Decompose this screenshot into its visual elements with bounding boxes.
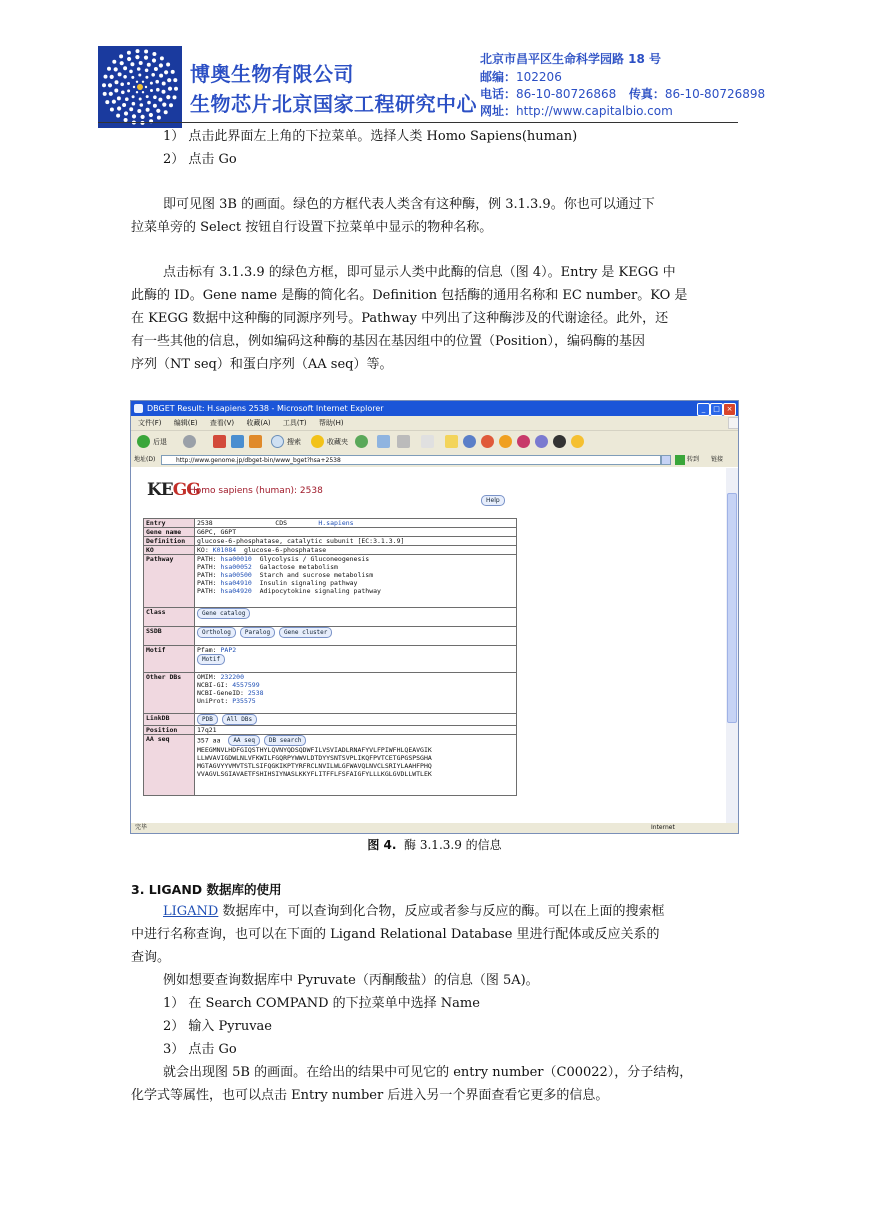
- url-dropdown-icon[interactable]: [661, 455, 671, 465]
- address-label: 地址(D): [134, 456, 156, 463]
- ncbi-geneid-label: NCBI-GeneID:: [197, 689, 244, 697]
- logo-dot: [105, 100, 109, 104]
- gene-catalog-button[interactable]: Gene catalog: [197, 608, 250, 619]
- logo-dot: [149, 113, 153, 117]
- menu-file[interactable]: 文件(F): [138, 419, 162, 427]
- linkdb-label: LinkDB: [144, 714, 195, 726]
- para3-line3: 查询。: [131, 950, 171, 965]
- entry-value: 2538: [197, 519, 213, 527]
- ligand-link[interactable]: LIGAND: [163, 904, 219, 919]
- motif-button[interactable]: Motif: [197, 654, 225, 665]
- menu-edit[interactable]: 编辑(E): [173, 419, 198, 427]
- para3-line1: [163, 901, 664, 924]
- ko-label: KO: [144, 546, 195, 555]
- logo-dot: [123, 66, 127, 70]
- logo-dot: [144, 56, 148, 60]
- phone-line: [480, 85, 765, 102]
- para1-line2: 拉菜单旁的 Select 按钮自行设置下拉菜单中显示的物种名称。: [131, 220, 493, 235]
- mail-icon[interactable]: [377, 435, 390, 448]
- para2-line1: 点击标有 3.1.3.9 的绿色方框，即可显示人类中此酶的信息（图 4）。Entry 是 KEGG 中: [163, 265, 676, 280]
- web-link[interactable]: http://www.capitalbio.com: [516, 104, 673, 118]
- home-icon[interactable]: [249, 435, 262, 448]
- logo-dot: [142, 91, 144, 93]
- windows-flag-icon: [728, 417, 739, 429]
- header-divider: [98, 122, 738, 123]
- aa-seq-line: LLWVAVIGDWLNLVFKWILFGQRPYWWVLDTDYYSNTSVPLIKQFPVTCETGPGSPSGHA: [197, 754, 432, 762]
- logo-dot: [124, 111, 128, 115]
- page-content: [131, 468, 726, 823]
- logo-dot: [102, 83, 106, 87]
- logo-dot: [132, 95, 135, 98]
- logo-dot: [168, 87, 172, 91]
- para5-line1: 就会出现图 5B 的画面。在给出的结果中可见它的 entry number（C00022），分子结构，: [163, 1065, 693, 1080]
- aa-seq-line: MEEGMNVLHDFGIQSTHYLQVNYQDSQDWFILVSVIADLRNAFYVLFPIWFHLQEAVGIK: [197, 746, 432, 754]
- logo-dot: [153, 104, 157, 108]
- entry-type: CDS: [275, 519, 288, 527]
- messenger-icon[interactable]: [463, 435, 476, 448]
- logo-dot: [159, 74, 163, 78]
- ssdb-label: SSDB: [144, 627, 195, 646]
- logo-dot: [117, 106, 121, 110]
- para2-line3: 在 KEGG 数据中这种酶的同源序列号。Pathway 中列出了这种酶涉及的代谢途径。此外，还: [131, 311, 669, 326]
- table-row: [144, 714, 517, 726]
- logo-dot: [156, 109, 160, 113]
- pathway-id-link[interactable]: hsa04910: [220, 579, 252, 587]
- refresh-icon[interactable]: [231, 435, 244, 448]
- qq-icon[interactable]: [499, 435, 512, 448]
- penguin-icon[interactable]: [553, 435, 566, 448]
- ko-name: glucose-6-phosphatase: [243, 546, 327, 554]
- logo-dot: [145, 86, 147, 88]
- logo-dot: [166, 63, 170, 67]
- table-row: [144, 555, 517, 608]
- stop-icon[interactable]: [213, 435, 226, 448]
- pathway-item: [197, 579, 514, 587]
- logo-dot: [145, 76, 148, 79]
- db-search-button[interactable]: DB search: [264, 735, 307, 746]
- logo-dot: [122, 103, 126, 107]
- links-label[interactable]: 链接: [711, 456, 724, 463]
- logo-dot: [167, 78, 171, 82]
- logo-dot: [115, 80, 119, 84]
- aa-seq-line: VVAGVLSGIAVAETFSHIHSIYNASLKKYFLITFFLFSFAIGFYLLLKGLGVDLLWTLEK: [197, 770, 432, 778]
- table-row: [144, 528, 517, 537]
- tool-icon[interactable]: [535, 435, 548, 448]
- fax-label: 传真：: [628, 87, 665, 101]
- logo-dot: [139, 61, 143, 65]
- logo-dot: [154, 67, 158, 71]
- para3-line2: 中进行名称查询，也可以在下面的 Ligand Relational Database 里进行配体或反应关系的: [131, 927, 660, 942]
- logo-dot: [141, 115, 145, 119]
- menu-help[interactable]: 帮助(H): [318, 419, 344, 427]
- logo-dot: [120, 83, 124, 87]
- logo-dot: [147, 63, 151, 67]
- maximize-button[interactable]: □: [710, 403, 723, 416]
- emoji-icon[interactable]: [571, 435, 584, 448]
- pathway-id-link[interactable]: hsa00500: [220, 571, 252, 579]
- other-dbs-label: Other DBs: [144, 673, 195, 714]
- gene-cluster-button[interactable]: Gene cluster: [279, 627, 332, 638]
- logo-dot: [110, 75, 114, 79]
- pathway-prefix: PATH:: [197, 571, 217, 579]
- step-2: 2） 点击 Go: [163, 152, 237, 167]
- logo-dot: [164, 70, 168, 74]
- logo-dot: [169, 103, 173, 107]
- logo-dot: [120, 61, 124, 65]
- table-row: [144, 537, 517, 546]
- vertical-scrollbar[interactable]: [726, 468, 738, 823]
- logo-dot: [136, 81, 138, 83]
- logo-dot: [174, 87, 178, 91]
- entry-table: [143, 518, 517, 796]
- paralog-button[interactable]: Paralog: [240, 627, 275, 638]
- uniprot-link[interactable]: P35575: [232, 697, 256, 705]
- logo-dot: [150, 82, 153, 85]
- forward-icon[interactable]: [183, 435, 196, 448]
- logo-dot: [156, 88, 160, 92]
- pathway-item: [197, 555, 514, 563]
- position-label: Position: [144, 726, 195, 735]
- kegg-logo-gg: GG: [172, 480, 200, 500]
- aa-seq-line: MGTAGVYYVMVTSTLSIFQGKIKPTYRFRCLNVILWLGFWAVQLNVCLSRIYLAAHFPHQ: [197, 762, 432, 770]
- ko-prefix: KO:: [197, 546, 209, 554]
- table-row: [144, 519, 517, 528]
- logo-dot: [138, 74, 141, 77]
- section-title: 3. LIGAND 数据库的使用: [131, 882, 282, 897]
- go-button[interactable]: 转到: [687, 456, 700, 463]
- search-label[interactable]: 搜索: [287, 438, 301, 446]
- logo-dot: [136, 91, 138, 93]
- logo-dot: [137, 67, 141, 71]
- logo-dot: [123, 75, 127, 79]
- back-icon[interactable]: [137, 435, 150, 448]
- window-titlebar: [131, 401, 738, 416]
- para2-line5: 序列（NT seq）和蛋白序列（AA seq）等。: [131, 357, 393, 372]
- postcode-label: 邮编：: [480, 70, 517, 84]
- logo-dot: [171, 70, 175, 74]
- pathway-item: [197, 563, 514, 571]
- kegg-logo-ke: KE: [147, 480, 173, 500]
- para2-line2: 此酶的 ID。Gene name 是酶的简化名。Definition 包括酶的通用名称和 EC number。KO 是: [131, 288, 688, 303]
- toolbar: [131, 430, 738, 453]
- pathway-prefix: PATH:: [197, 555, 217, 563]
- pathway-name: Starch and sucrose metabolism: [259, 571, 374, 579]
- logo-dot: [127, 57, 131, 61]
- menu-view[interactable]: 查看(V): [209, 419, 235, 427]
- ko-id-link[interactable]: K01084: [212, 546, 237, 554]
- window-title: DBGET Result: H.sapiens 2538 - Microsoft Internet Explorer: [147, 404, 384, 413]
- ie-icon: [134, 404, 143, 413]
- table-row: [144, 627, 517, 646]
- logo-dot: [159, 63, 163, 67]
- caption-label: 图 4.: [367, 838, 397, 852]
- figure-browser-screenshot: [130, 400, 739, 834]
- extension-icon[interactable]: [481, 435, 494, 448]
- logo-dot: [173, 95, 177, 99]
- logo-dot: [114, 89, 118, 93]
- scrollbar-thumb[interactable]: [727, 493, 737, 723]
- table-row: [144, 726, 517, 735]
- logo-dot: [104, 75, 108, 79]
- ortholog-button[interactable]: Ortholog: [197, 627, 236, 638]
- para1-line1: 即可见图 3B 的画面。绿色的方框代表人类含有这种酶，例 3.1.3.9。你也可以通过下: [163, 197, 655, 212]
- step3-2: 2） 输入 Pyruvae: [163, 1019, 273, 1034]
- logo-dot: [140, 103, 144, 107]
- menu-favorites[interactable]: 收藏(A): [246, 419, 271, 427]
- figure-caption: [0, 836, 869, 853]
- menu-bar: [131, 416, 738, 430]
- class-label: Class: [144, 608, 195, 627]
- logo-dot: [142, 81, 144, 83]
- favorites-icon[interactable]: [311, 435, 324, 448]
- position-value: 17q21: [195, 726, 517, 735]
- logo-dot: [109, 92, 113, 96]
- logo-dot: [112, 100, 116, 104]
- pfam-link[interactable]: PAP2: [220, 646, 237, 654]
- ncbi-gi-link[interactable]: 4557599: [232, 681, 260, 689]
- center-name: 生物芯片北京国家工程研究中心: [190, 92, 477, 116]
- status-done: 完毕: [135, 824, 148, 831]
- logo-dot: [160, 56, 164, 60]
- logo-dot: [117, 96, 121, 100]
- pdb-button[interactable]: PDB: [197, 714, 218, 725]
- aa-seq-label: AA seq: [144, 735, 195, 796]
- pathway-name: Glycolysis / Gluconeogenesis: [259, 555, 370, 563]
- logo-dot: [125, 97, 129, 101]
- logo-dot: [144, 50, 148, 54]
- logo-dot: [155, 80, 159, 84]
- address-bar: [131, 453, 738, 467]
- pathway-name: Adipocytokine signaling pathway: [259, 587, 381, 595]
- ncbi-geneid-link[interactable]: 2538: [247, 689, 264, 697]
- pathway-item: [197, 571, 514, 579]
- pathway-id-link[interactable]: hsa04920: [220, 587, 252, 595]
- logo-center: [137, 84, 143, 90]
- edit-icon[interactable]: [421, 435, 434, 448]
- step3-3: 3） 点击 Go: [163, 1042, 237, 1057]
- caption-text: 酶 3.1.3.9 的信息: [404, 838, 502, 852]
- pathway-id-link[interactable]: hsa00010: [220, 555, 252, 563]
- logo-dot: [135, 55, 139, 59]
- logo-dot: [129, 107, 133, 111]
- aa-seq-button[interactable]: AA seq: [228, 735, 260, 746]
- definition-value: glucose-6-phosphatase, catalytic subunit [EC:3.1.3.9]: [195, 537, 517, 546]
- para5-line2: 化学式等属性，也可以点击 Entry number 后进入另一个界面查看它更多的信息。: [131, 1088, 609, 1103]
- table-row: [144, 546, 517, 555]
- pathway-prefix: PATH:: [197, 579, 217, 587]
- fax: 86-10-80726898: [664, 87, 766, 101]
- para4: 例如想要查询数据库中 Pyruvate（丙酮酸盐）的信息（图 5A)。: [163, 973, 539, 988]
- pathway-list: [195, 555, 517, 608]
- pathway-label: Pathway: [144, 555, 195, 608]
- company-name: 博奥生物有限公司: [190, 62, 354, 86]
- company-logo: [98, 46, 182, 128]
- ncbi-gi-label: NCBI-GI:: [197, 681, 229, 689]
- phone-label: 电话：: [480, 87, 517, 101]
- search-icon[interactable]: [271, 435, 284, 448]
- smiley-icon[interactable]: [517, 435, 530, 448]
- logo-dot: [129, 70, 133, 74]
- definition-label: Definition: [144, 537, 195, 546]
- status-bar: [131, 823, 738, 833]
- pfam-prefix: Pfam:: [197, 646, 217, 654]
- logo-dot: [118, 72, 122, 76]
- logo-dot: [108, 83, 112, 87]
- url-input[interactable]: http://www.genome.jp/dbget-bin/www_bget?hsa+2538: [161, 455, 661, 465]
- logo-dot: [158, 98, 162, 102]
- go-icon[interactable]: [675, 455, 685, 465]
- entry-organism-link[interactable]: H.sapiens: [318, 519, 354, 527]
- logo-dot: [152, 58, 156, 62]
- logo-dot: [146, 95, 149, 98]
- logo-dot: [152, 52, 156, 56]
- phone: 86-10-80726868: [516, 87, 617, 101]
- step3-1: 1） 在 Search COMPAND 的下拉菜单中选择 Name: [163, 996, 480, 1011]
- logo-dot: [162, 103, 166, 107]
- address: 北京市昌平区生命科学园路 18 号: [480, 52, 662, 66]
- logo-dot: [103, 92, 107, 96]
- logo-dot: [133, 86, 135, 88]
- web-label: 网址：: [480, 104, 517, 118]
- entry-page-title: Homo sapiens (human): 2538: [189, 486, 323, 496]
- logo-dot: [147, 101, 151, 105]
- logo-dot: [164, 110, 168, 114]
- gene-name-label: Gene name: [144, 528, 195, 537]
- logo-dot: [132, 114, 136, 118]
- logo-dot: [139, 98, 142, 101]
- table-row: [144, 608, 517, 627]
- postcode: 102206: [516, 70, 562, 84]
- postcode-line: [480, 68, 562, 85]
- all-dbs-button[interactable]: All DBs: [222, 714, 257, 725]
- back-label[interactable]: 后退: [153, 438, 167, 446]
- aa-seq-length: 357 aa: [197, 736, 221, 745]
- logo-dot: [131, 76, 134, 79]
- pathway-prefix: PATH:: [197, 587, 217, 595]
- logo-dot: [162, 90, 166, 94]
- logo-dot: [132, 102, 136, 106]
- logo-dot: [127, 51, 131, 55]
- logo-dot: [107, 67, 111, 71]
- pathway-id-link[interactable]: hsa00052: [220, 563, 252, 571]
- logo-dot: [114, 67, 118, 71]
- folder-icon[interactable]: [445, 435, 458, 448]
- logo-dot: [151, 73, 155, 77]
- logo-dot: [150, 89, 153, 92]
- step-1: 1） 点击此界面左上角的下拉菜单。选择人类 Homo Sapiens(human): [163, 129, 578, 144]
- favorites-label[interactable]: 收藏夹: [327, 438, 348, 446]
- logo-dot: [116, 114, 120, 118]
- pathway-name: Galactose metabolism: [259, 563, 338, 571]
- entry-label: Entry: [144, 519, 195, 528]
- logo-dot: [127, 82, 130, 85]
- logo-dot: [173, 78, 177, 82]
- logo-dot: [153, 95, 157, 99]
- para3-line1-text: 数据库中，可以查询到化合物，反应或者参与反应的酶。可以在上面的搜索框: [218, 904, 665, 919]
- pathway-name: Insulin signaling pathway: [259, 579, 358, 587]
- minimize-button[interactable]: _: [697, 403, 710, 416]
- menu-tools[interactable]: 工具(T): [282, 419, 307, 427]
- table-row: [144, 646, 517, 673]
- para2-line4: 有一些其他的信息，例如编码这种酶的基因在基因组中的位置（Position），编码酶的基因: [131, 334, 645, 349]
- close-button[interactable]: ×: [723, 403, 736, 416]
- logo-dot: [166, 95, 170, 99]
- print-icon[interactable]: [397, 435, 410, 448]
- uniprot-label: UniProt:: [197, 697, 229, 705]
- motif-label: Motif: [144, 646, 195, 673]
- table-row: [144, 735, 517, 796]
- logo-dot: [162, 82, 166, 86]
- history-icon[interactable]: [355, 435, 368, 448]
- omim-label: OMIM:: [197, 673, 217, 681]
- logo-dot: [145, 69, 149, 73]
- logo-dot: [127, 89, 130, 92]
- pathway-item: [197, 587, 514, 595]
- omim-link[interactable]: 232200: [220, 673, 244, 681]
- logo-dot: [121, 91, 125, 95]
- gene-name-value: G6PC, G6PT: [195, 528, 517, 537]
- logo-dot: [119, 54, 123, 58]
- logo-dot: [136, 49, 140, 53]
- status-zone: Internet: [651, 824, 675, 831]
- help-button[interactable]: Help: [481, 495, 505, 506]
- pathway-prefix: PATH:: [197, 563, 217, 571]
- logo-dot: [157, 116, 161, 120]
- logo-dot: [130, 62, 134, 66]
- logo-dot: [146, 108, 150, 112]
- table-row: [144, 673, 517, 714]
- logo-dot: [112, 60, 116, 64]
- web-line: [480, 102, 673, 119]
- logo-dot: [110, 108, 114, 112]
- logo-dot: [137, 109, 141, 113]
